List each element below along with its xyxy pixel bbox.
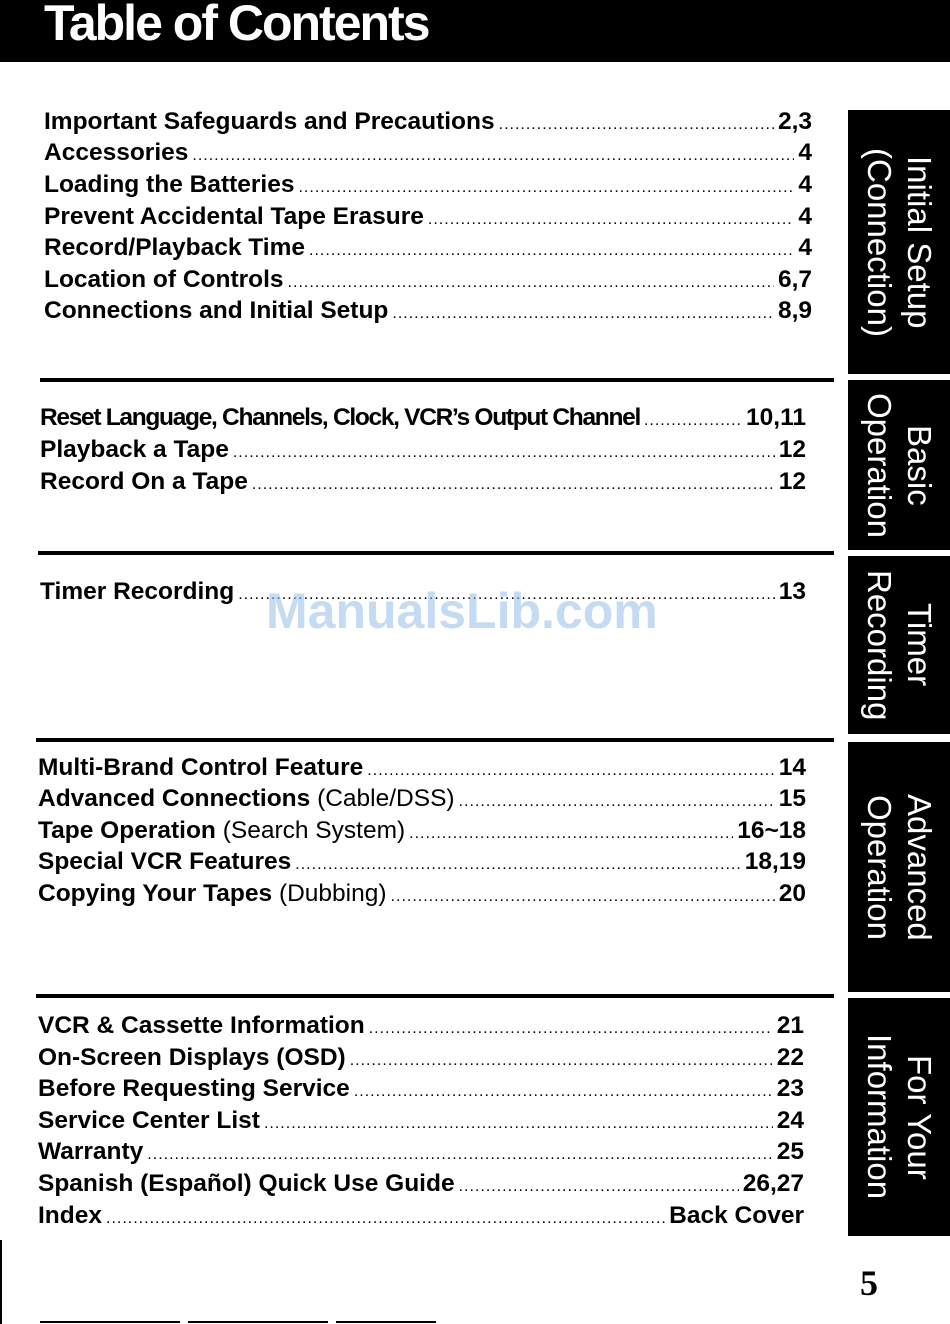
entry-page: 12: [778, 436, 806, 463]
entry-page: 4: [798, 139, 812, 166]
dot-leader: [409, 825, 733, 843]
entry-note: (Search System): [222, 817, 406, 844]
toc-entry[interactable]: [38, 1012, 804, 1042]
entry-title: Tape Operation: [38, 817, 216, 844]
entry-page: 16~18: [737, 817, 806, 844]
entry-title: Prevent Accidental Tape Erasure: [44, 203, 424, 230]
toc-entry[interactable]: [38, 817, 806, 847]
entry-note: (Cable/DSS): [317, 785, 455, 812]
dot-leader: [309, 242, 794, 260]
entry-title: Timer Recording: [40, 578, 235, 605]
dot-leader: [106, 1210, 665, 1228]
toc-entry[interactable]: [44, 234, 812, 264]
entry-title: Spanish (Español) Quick Use Guide: [38, 1170, 455, 1197]
dot-leader: [264, 1115, 773, 1133]
footer-rule: [336, 1321, 436, 1323]
dot-leader: [147, 1146, 772, 1164]
tab-label-line2: Information: [861, 1034, 898, 1200]
entry-page: 25: [776, 1138, 804, 1165]
section-divider: [36, 994, 834, 998]
dot-leader: [252, 476, 775, 494]
tab-label-line1: Basic: [901, 424, 938, 506]
entry-page: 4: [798, 171, 812, 198]
tab-label-line2: Recording: [861, 569, 898, 721]
entry-page: 8,9: [777, 297, 812, 324]
entry-page: 24: [776, 1107, 804, 1134]
dot-leader: [233, 444, 775, 462]
entry-title: Reset Language, Channels, Clock, VCR’s Output Channel: [40, 404, 640, 431]
entry-title: Connections and Initial Setup: [44, 297, 389, 324]
entry-title: Warranty: [38, 1138, 144, 1165]
footer-rule: [188, 1321, 328, 1323]
tab-label-line1: Timer: [901, 603, 938, 687]
dot-leader: [499, 116, 774, 134]
footer-rule: [40, 1321, 180, 1323]
toc-entry[interactable]: [40, 404, 806, 434]
toc-entry[interactable]: [44, 297, 812, 327]
entry-title: Playback a Tape: [40, 436, 229, 463]
tab-timer-recording[interactable]: [848, 556, 950, 734]
page-number: 5: [860, 1263, 878, 1303]
dot-leader: [350, 1052, 773, 1070]
toc-entry[interactable]: [38, 785, 806, 815]
tab-advanced-operation[interactable]: [848, 742, 950, 992]
entry-page: 6,7: [777, 266, 812, 293]
tab-label-line2: Operation: [861, 794, 898, 940]
toc-entry[interactable]: [44, 203, 812, 233]
tab-for-your-information[interactable]: [848, 998, 950, 1236]
toc-entry[interactable]: [40, 468, 806, 498]
entry-title: Record On a Tape: [40, 468, 248, 495]
toc-entry[interactable]: [38, 1170, 804, 1200]
dot-leader: [295, 856, 740, 874]
entry-title: Record/Playback Time: [44, 234, 306, 261]
tab-label-line2: Operation: [861, 392, 898, 538]
toc-entry[interactable]: [44, 108, 812, 138]
dot-leader: [392, 305, 774, 323]
dot-leader: [298, 179, 794, 197]
tab-label-line1: Advanced: [901, 793, 938, 941]
tab-label-line2: (Connection): [861, 147, 898, 337]
entry-note: (Dubbing): [278, 880, 387, 907]
toc-entry[interactable]: [38, 754, 806, 784]
toc-entry[interactable]: [40, 436, 806, 466]
dot-leader: [644, 412, 742, 430]
dot-leader: [459, 793, 775, 811]
entry-page: Back Cover: [669, 1202, 804, 1229]
entry-page: 10,11: [746, 404, 806, 431]
entry-title: Location of Controls: [44, 266, 284, 293]
entry-page: 22: [776, 1044, 804, 1071]
tab-label-line1: Initial Setup: [901, 155, 938, 329]
dot-leader: [428, 211, 794, 229]
toc-entry[interactable]: [38, 1202, 804, 1232]
toc-entry[interactable]: [44, 171, 812, 201]
toc-entry[interactable]: [38, 880, 806, 910]
toc-entry[interactable]: [44, 139, 812, 169]
dot-leader: [288, 274, 774, 292]
entry-title: On-Screen Displays (OSD): [38, 1044, 346, 1071]
entry-title: Copying Your Tapes: [38, 880, 273, 907]
header-bar: [0, 0, 950, 62]
entry-page: 13: [778, 578, 806, 605]
entry-page: 4: [798, 203, 812, 230]
toc-entry[interactable]: [44, 266, 812, 296]
entry-page: 4: [798, 234, 812, 261]
tab-basic-operation[interactable]: [848, 380, 950, 550]
entry-page: 23: [776, 1075, 804, 1102]
entry-page: 21: [776, 1012, 804, 1039]
dot-leader: [354, 1083, 773, 1101]
entry-page: 20: [778, 880, 806, 907]
toc-entry[interactable]: [38, 1075, 804, 1105]
section-divider: [36, 738, 834, 742]
entry-page: 2,3: [777, 108, 812, 135]
entry-page: 26,27: [742, 1170, 804, 1197]
entry-title: Accessories: [44, 139, 189, 166]
entry-title: Before Requesting Service: [38, 1075, 350, 1102]
entry-page: 12: [778, 468, 806, 495]
scan-edge: [0, 1240, 2, 1324]
dot-leader: [192, 147, 794, 165]
section-divider: [38, 551, 834, 555]
watermark: ManualsLib.com: [266, 583, 658, 639]
tab-initial-setup[interactable]: [848, 110, 950, 374]
entry-title: Advanced Connections: [38, 785, 311, 812]
tab-label-line1: For Your: [901, 1054, 938, 1180]
entry-page: 18,19: [744, 848, 806, 875]
entry-title: Multi-Brand Control Feature: [38, 754, 364, 781]
toc-entry[interactable]: [38, 1044, 804, 1074]
toc-entry[interactable]: [38, 848, 806, 878]
entry-title: Special VCR Features: [38, 848, 292, 875]
entry-title: Index: [38, 1202, 102, 1229]
toc-entry[interactable]: [38, 1138, 804, 1168]
dot-leader: [367, 762, 774, 780]
section-divider: [40, 378, 834, 382]
page-title: Table of Contents: [44, 0, 429, 51]
entry-page: 14: [778, 754, 806, 781]
entry-title: Important Safeguards and Precautions: [44, 108, 495, 135]
entry-page: 15: [778, 785, 806, 812]
dot-leader: [369, 1020, 773, 1038]
dot-leader: [391, 888, 775, 906]
toc-entry[interactable]: [38, 1107, 804, 1137]
entry-title: VCR & Cassette Information: [38, 1012, 365, 1039]
entry-title: Service Center List: [38, 1107, 260, 1134]
entry-title: Loading the Batteries: [44, 171, 295, 198]
dot-leader: [459, 1178, 739, 1196]
